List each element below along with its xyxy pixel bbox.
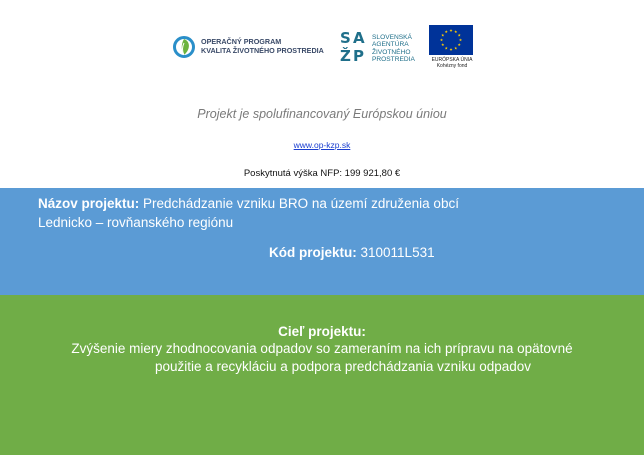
eu-logo-line1: EURÓPSKA ÚNIA (431, 57, 473, 63)
sazp-logo (339, 28, 419, 68)
sazp-line4: PROSTREDIA (372, 56, 415, 64)
project-code-label: Kód projektu: (269, 245, 357, 260)
website-link[interactable]: www.op-kzp.sk (293, 140, 351, 150)
goal-text-line2: použitie a recykláciu a podpora predchádzania vzniku odpadov (155, 359, 531, 374)
cofinanced-text: Projekt je spolufinancovaný Európskou úniou (197, 107, 447, 121)
header-section (0, 0, 644, 188)
sazp-logo-text (372, 34, 415, 64)
eu-logo (426, 25, 478, 73)
svg-text:S: S (340, 29, 351, 47)
op-kzp-leaf-icon (172, 35, 196, 59)
svg-text:A: A (353, 29, 365, 47)
nfp-amount: Poskytnutá výška NFP: 199 921,80 € (243, 168, 401, 179)
sazp-line2: AGENTÚRA (372, 41, 409, 49)
project-code (269, 245, 435, 260)
svg-text:P: P (353, 47, 364, 64)
svg-text:Ž: Ž (340, 47, 351, 64)
op-kzp-line1: OPERAČNÝ PROGRAM (201, 37, 282, 46)
eu-flag-icon (429, 25, 473, 55)
project-name (38, 194, 498, 232)
op-kzp-logo (172, 33, 334, 63)
project-info-panel (0, 188, 644, 295)
sazp-line1: SLOVENSKÁ (372, 34, 412, 41)
project-code-value: 310011L531 (360, 245, 435, 260)
project-name-value: Predchádzanie vzniku BRO na území združenia obcí Lednicko – rovňanského regiónu (38, 196, 459, 230)
project-name-label: Názov projektu: (38, 196, 140, 211)
eu-logo-line2: Kohézny fond (436, 63, 468, 69)
goal-label: Cieľ projektu: (278, 324, 366, 339)
project-goal-panel (0, 295, 644, 455)
logo-bar (0, 24, 644, 74)
sazp-line3: ŽIVOTNÉHO (372, 48, 411, 56)
op-kzp-line2: KVALITA ŽIVOTNÉHO PROSTREDIA (201, 46, 324, 55)
op-kzp-logo-text (201, 37, 324, 55)
goal-text-line1: Zvýšenie miery zhodnocovania odpadov so zameraním na ich prípravu na opätovné (71, 341, 573, 356)
sazp-monogram-icon (339, 28, 369, 64)
